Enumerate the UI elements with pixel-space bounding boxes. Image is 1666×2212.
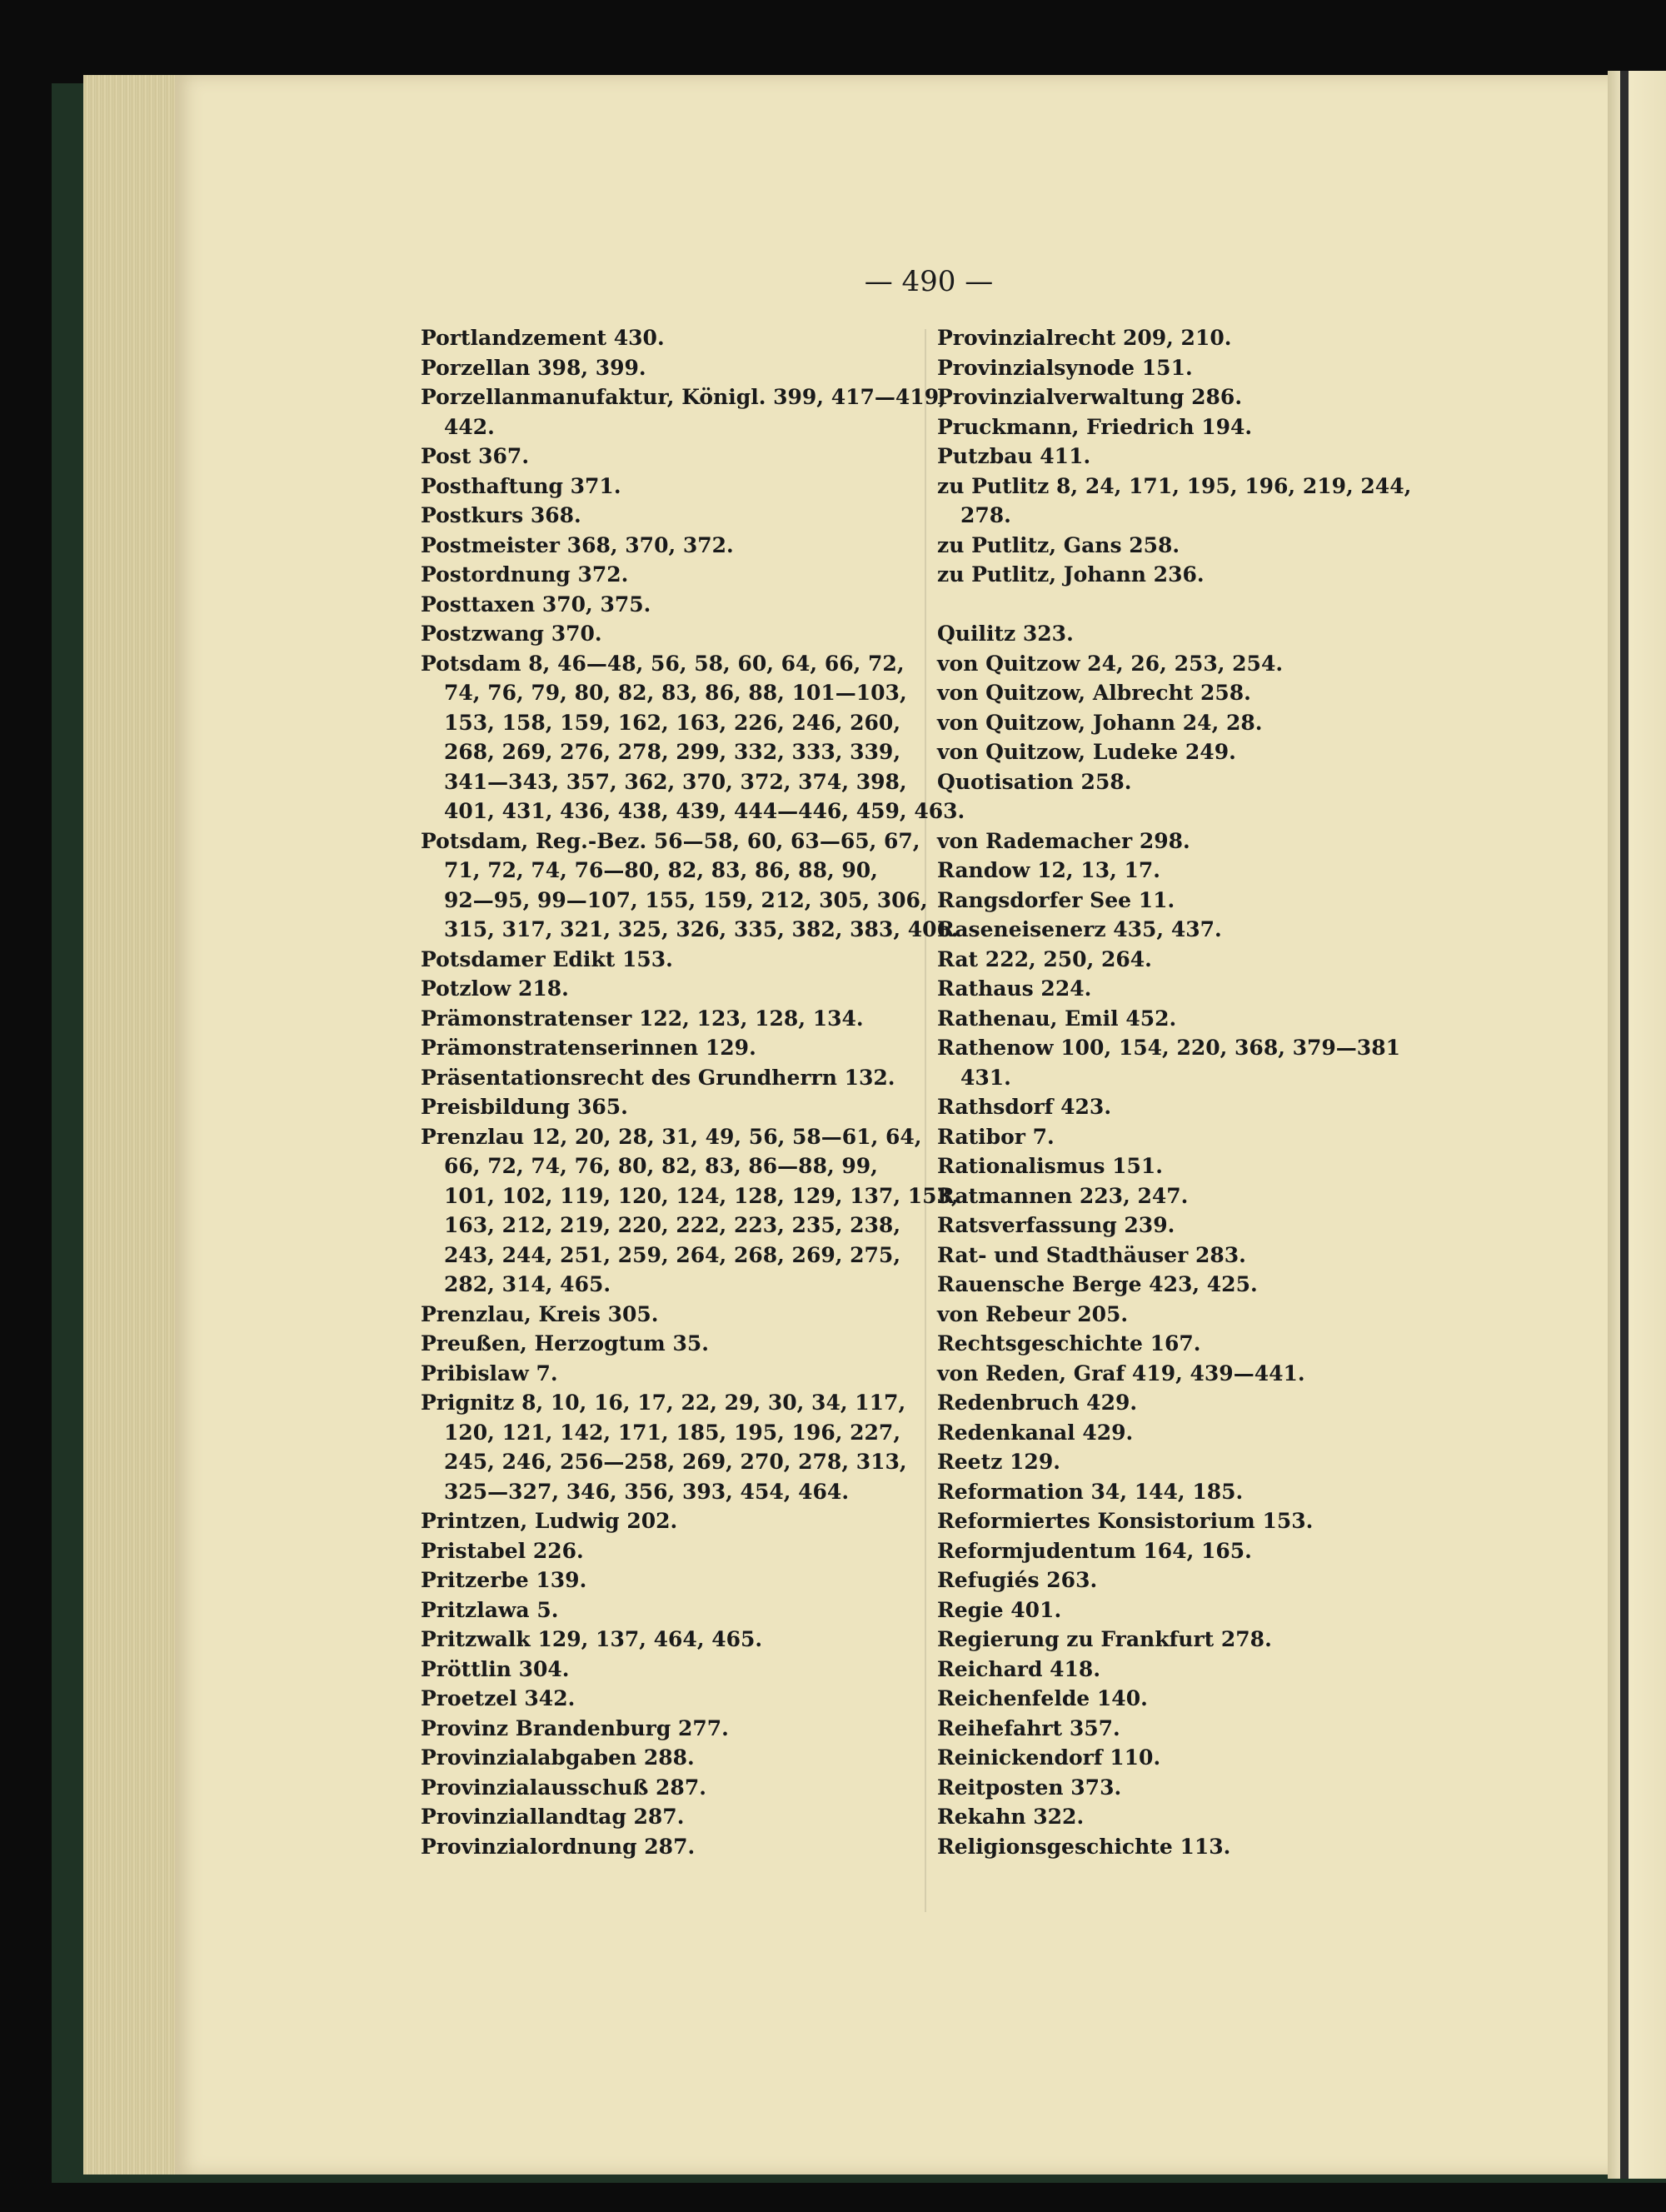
index-entry: Provinzialverwaltung 286. [937, 385, 1243, 409]
index-entry: Rathsdorf 423. [937, 1095, 1112, 1119]
index-entry: Rat- und Stadthäuser 283. [937, 1242, 1246, 1267]
index-entry: Rauensche Berge 423, 425. [937, 1272, 1258, 1296]
index-entry: Quotisation 258. [937, 769, 1132, 794]
index-entry: Regierung zu Frankfurt 278. [937, 1627, 1272, 1651]
index-entry: 101, 102, 119, 120, 124, 128, 129, 137, 153, [444, 1183, 959, 1208]
index-entry: Provinz Brandenburg 277. [421, 1715, 729, 1740]
index-entry: 278. [960, 503, 1011, 527]
index-entry: 341—343, 357, 362, 370, 372, 374, 398, [444, 769, 907, 794]
index-entry: Pritzlawa 5. [421, 1597, 559, 1622]
index-entry: 120, 121, 142, 171, 185, 195, 196, 227, [444, 1420, 901, 1445]
index-entry: Ratsverfassung 239. [937, 1213, 1175, 1237]
index-entry: Postkurs 368. [421, 503, 581, 527]
index-entry: von Quitzow, Ludeke 249. [937, 740, 1236, 764]
index-entry: Post 367. [421, 444, 530, 468]
page-gutter [1608, 71, 1666, 2179]
index-entry: Prignitz 8, 10, 16, 17, 22, 29, 30, 34, 117, [421, 1391, 906, 1415]
index-entry: Posttaxen 370, 375. [421, 592, 651, 617]
index-entry: Rathaus 224. [937, 976, 1092, 1001]
index-entry: Rangsdorfer See 11. [937, 887, 1175, 912]
index-entry: Provinzialordnung 287. [421, 1834, 696, 1859]
index-entry: 245, 246, 256—258, 269, 270, 278, 313, [444, 1450, 907, 1474]
index-entry: Portlandzement 430. [421, 326, 665, 350]
index-entry: Porzellanmanufaktur, Königl. 399, 417—419, [421, 385, 946, 409]
index-entry: Prenzlau, Kreis 305. [421, 1301, 659, 1326]
index-entry: von Reden, Graf 419, 439—441. [937, 1361, 1305, 1386]
index-entry: zu Putlitz, Gans 258. [937, 532, 1180, 557]
gutter-shadow [1620, 71, 1629, 2179]
index-entry: Printzen, Ludwig 202. [421, 1509, 678, 1533]
blank-line [937, 796, 1429, 826]
index-entry: Reichard 418. [937, 1656, 1101, 1681]
index-entry: Reitposten 373. [937, 1775, 1122, 1800]
index-entry: Reihefahrt 357. [937, 1715, 1120, 1740]
index-entry: Provinzialrecht 209, 210. [937, 326, 1232, 350]
index-entry: Rationalismus 151. [937, 1154, 1164, 1178]
index-entry: 431. [960, 1065, 1011, 1090]
index-entry: von Quitzow, Johann 24, 28. [937, 710, 1263, 735]
index-entry: Provinzialabgaben 288. [421, 1745, 695, 1770]
index-entry: Regie 401. [937, 1597, 1062, 1622]
index-entry: Proetzel 342. [421, 1686, 576, 1710]
index-entry: Preußen, Herzogtum 35. [421, 1331, 709, 1356]
index-entry: Prämonstratenserinnen 129. [421, 1036, 756, 1060]
index-entry: Pristabel 226. [421, 1538, 584, 1563]
index-entry: 282, 314, 465. [444, 1272, 611, 1296]
index-column-right [937, 323, 1429, 1861]
index-entry: 163, 212, 219, 220, 222, 223, 235, 238, [444, 1213, 901, 1237]
blank-line [937, 590, 1429, 620]
index-entry: 315, 317, 321, 325, 326, 335, 382, 383, 406. [444, 917, 959, 941]
index-entry: 153, 158, 159, 162, 163, 226, 246, 260, [444, 710, 901, 735]
index-entry: Präsentationsrecht des Grundherrn 132. [421, 1065, 895, 1090]
index-entry: Ratibor 7. [937, 1124, 1055, 1149]
index-entry: Pröttlin 304. [421, 1656, 570, 1681]
index-entry: 442. [444, 414, 495, 439]
index-entry: Potzlow 218. [421, 976, 569, 1001]
index-entry: Rekahn 322. [937, 1805, 1085, 1829]
index-entry: Reinickendorf 110. [937, 1745, 1161, 1770]
index-entry: 71, 72, 74, 76—80, 82, 83, 86, 88, 90, [444, 858, 878, 882]
index-entry: Rat 222, 250, 264. [937, 946, 1152, 971]
index-entry: Reformiertes Konsistorium 153. [937, 1509, 1314, 1533]
index-entry: Religionsgeschichte 113. [937, 1834, 1231, 1859]
index-entry: Pruckmann, Friedrich 194. [937, 414, 1253, 439]
index-entry: Refugiés 263. [937, 1568, 1098, 1592]
index-entry: Provinzialsynode 151. [937, 355, 1193, 380]
index-entry: Randow 12, 13, 17. [937, 858, 1160, 882]
index-entry: Redenkanal 429. [937, 1420, 1134, 1445]
index-column-left [421, 323, 965, 1861]
index-entry: Posthaftung 371. [421, 473, 621, 498]
index-entry: Potsdamer Edikt 153. [421, 946, 673, 971]
index-entry: von Quitzow 24, 26, 253, 254. [937, 651, 1284, 676]
index-entry: 74, 76, 79, 80, 82, 83, 86, 88, 101—103, [444, 681, 907, 705]
index-entry: zu Putlitz, Johann 236. [937, 562, 1205, 587]
page-number: — 490 — [864, 265, 994, 298]
index-entry: 66, 72, 74, 76, 80, 82, 83, 86—88, 99, [444, 1154, 878, 1178]
index-entry: Pritzwalk 129, 137, 464, 465. [421, 1627, 763, 1651]
index-entry: Raseneisenerz 435, 437. [937, 917, 1222, 941]
index-entry: zu Putlitz 8, 24, 171, 195, 196, 219, 244, [937, 473, 1412, 498]
index-entry: 268, 269, 276, 278, 299, 332, 333, 339, [444, 740, 901, 764]
index-entry: Potsdam, Reg.-Bez. 56—58, 60, 63—65, 67, [421, 828, 920, 853]
index-entry: Ratmannen 223, 247. [937, 1183, 1189, 1208]
index-entry: Rathenow 100, 154, 220, 368, 379—381 [937, 1036, 1400, 1060]
index-entry: Redenbruch 429. [937, 1391, 1138, 1415]
index-entry: von Rademacher 298. [937, 828, 1190, 853]
index-entry: Pribislaw 7. [421, 1361, 558, 1386]
index-entry: Rathenau, Emil 452. [937, 1006, 1177, 1031]
index-entry: Pritzerbe 139. [421, 1568, 587, 1592]
index-entry: 401, 431, 436, 438, 439, 444—446, 459, 463. [444, 799, 965, 823]
index-entry: Potsdam 8, 46—48, 56, 58, 60, 64, 66, 72, [421, 651, 905, 676]
index-entry: Postmeister 368, 370, 372. [421, 532, 734, 557]
index-entry: Reetz 129. [937, 1450, 1060, 1474]
index-entry: Rechtsgeschichte 167. [937, 1331, 1201, 1356]
index-entry: Prenzlau 12, 20, 28, 31, 49, 56, 58—61, 64, [421, 1124, 922, 1149]
index-entry: Porzellan 398, 399. [421, 355, 646, 380]
index-entry: Reichenfelde 140. [937, 1686, 1148, 1710]
index-entry: Reformjudentum 164, 165. [937, 1538, 1252, 1563]
index-entry: Postzwang 370. [421, 622, 602, 646]
index-entry: Provinziallandtag 287. [421, 1805, 685, 1829]
index-entry: 243, 244, 251, 259, 264, 268, 269, 275, [444, 1242, 901, 1267]
index-entry: Prämonstratenser 122, 123, 128, 134. [421, 1006, 864, 1031]
index-entry: von Quitzow, Albrecht 258. [937, 681, 1251, 705]
index-entry: Postordnung 372. [421, 562, 629, 587]
index-entry: von Rebeur 205. [937, 1301, 1129, 1326]
index-entry: Putzbau 411. [937, 444, 1091, 468]
index-entry: 325—327, 346, 356, 393, 454, 464. [444, 1479, 850, 1504]
index-entry: Preisbildung 365. [421, 1095, 628, 1119]
index-entry: Provinzialausschuß 287. [421, 1775, 706, 1800]
index-entry: 92—95, 99—107, 155, 159, 212, 305, 306, [444, 887, 928, 912]
index-entry: Quilitz 323. [937, 622, 1074, 646]
index-entry: Reformation 34, 144, 185. [937, 1479, 1244, 1504]
